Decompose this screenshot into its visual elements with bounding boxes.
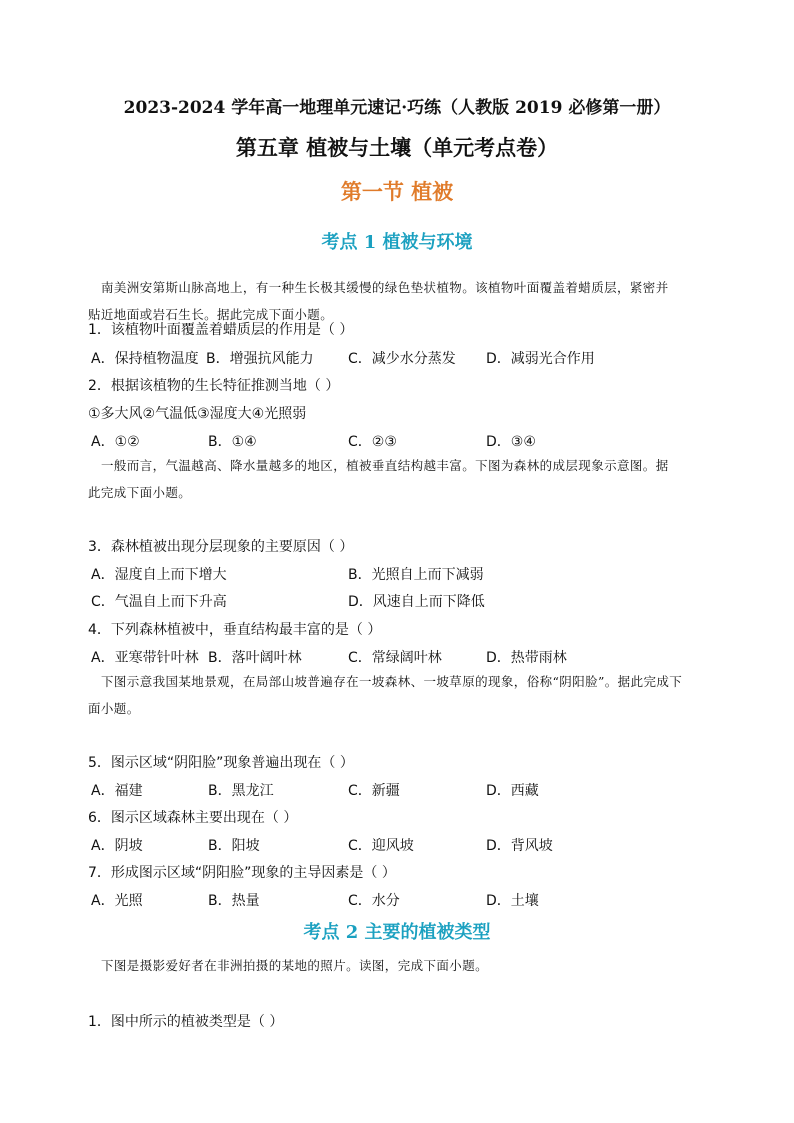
q3-option-c: C．气温自上而下升高 bbox=[91, 594, 227, 610]
q4-option-b: B．落叶阔叶林 bbox=[208, 650, 302, 666]
kd1-intro-line1: 南美洲安第斯山脉高地上，有一种生长极其缓慢的绿色垫状植物。该植物叶面覆盖着蜡质层，紧密并 bbox=[101, 280, 669, 295]
document-header-line2: 第五章 植被与土壤（单元考点卷） bbox=[235, 135, 559, 160]
q2-stem: 2．根据该植物的生长特征推测当地（ ） bbox=[88, 378, 340, 394]
q4-option-c: C．常绿阔叶林 bbox=[348, 650, 442, 666]
q4-option-a: A．亚寒带针叶林 bbox=[91, 650, 199, 666]
q7-option-c: C．水分 bbox=[348, 893, 400, 909]
q6-option-d: D．背风坡 bbox=[486, 838, 553, 854]
q3-option-b: B．光照自上而下减弱 bbox=[348, 567, 484, 583]
kd2-title: 考点 2 主要的植被类型 bbox=[303, 922, 491, 943]
q2-option-d: D．③④ bbox=[486, 434, 536, 450]
q1-option-b: B．增强抗风能力 bbox=[206, 351, 314, 367]
q5-option-d: D．西藏 bbox=[486, 783, 539, 799]
q2-conditions: ①多大风②气温低③湿度大④光照弱 bbox=[88, 406, 307, 422]
kd2-intro: 下图是摄影爱好者在非洲拍摄的某地的照片。读图，完成下面小题。 bbox=[101, 958, 489, 973]
q5-option-a: A．福建 bbox=[91, 783, 143, 799]
section-title: 第一节 植被 bbox=[340, 179, 454, 204]
q2-option-c: C．②③ bbox=[348, 434, 397, 450]
kd1-intro-line2: 贴近地面或岩石生长。据此完成下面小题。 bbox=[88, 307, 334, 322]
q4-option-d: D．热带雨林 bbox=[486, 650, 567, 666]
q1-stem: 1．该植物叶面覆盖着蜡质层的作用是（ ） bbox=[88, 322, 354, 338]
q7-option-b: B．热量 bbox=[208, 893, 260, 909]
q6-option-c: C．迎风坡 bbox=[348, 838, 414, 854]
q2-option-a: A．①② bbox=[91, 434, 140, 450]
q3-option-a: A．湿度自上而下增大 bbox=[91, 567, 227, 583]
q1-option-a: A．保持植物温度 bbox=[91, 351, 199, 367]
kd1-intro3-line2: 面小题。 bbox=[88, 701, 140, 716]
q7-option-a: A．光照 bbox=[91, 893, 143, 909]
q3-option-d: D．风速自上而下降低 bbox=[348, 594, 485, 610]
q3-stem: 3．森林植被出现分层现象的主要原因（ ） bbox=[88, 539, 354, 555]
q5-option-c: C．新疆 bbox=[348, 783, 400, 799]
q1-option-d: D．减弱光合作用 bbox=[486, 351, 595, 367]
q6-option-b: B．阳坡 bbox=[208, 838, 260, 854]
kd1-intro2-line2: 此完成下面小题。 bbox=[88, 485, 192, 500]
q6-option-a: A．阴坡 bbox=[91, 838, 143, 854]
q4-stem: 4．下列森林植被中，垂直结构最丰富的是（ ） bbox=[88, 622, 382, 638]
q1-option-c: C．减少水分蒸发 bbox=[348, 351, 456, 367]
kd1-intro2-line1: 一般而言，气温越高、降水量越多的地区，植被垂直结构越丰富。下图为森林的成层现象示意图。据 bbox=[101, 458, 669, 473]
q5-stem: 5．图示区域“阴阳脸”现象普遍出现在（ ） bbox=[88, 755, 354, 771]
kd1-intro3-line1: 下图示意我国某地景观，在局部山坡普遍存在一坡森林、一坡草原的现象，俗称“阴阳脸”。据此完成下 bbox=[101, 674, 683, 689]
kd1-title: 考点 1 植被与环境 bbox=[321, 232, 473, 253]
q7-stem: 7．形成图示区域“阴阳脸”现象的主导因素是（ ） bbox=[88, 865, 396, 881]
q7-option-d: D．土壤 bbox=[486, 893, 539, 909]
kd2-q1-stem: 1．图中所示的植被类型是（ ） bbox=[88, 1014, 284, 1030]
q2-option-b: B．①④ bbox=[208, 434, 257, 450]
q5-option-b: B．黑龙江 bbox=[208, 783, 274, 799]
q6-stem: 6．图示区域森林主要出现在（ ） bbox=[88, 810, 298, 826]
document-header-line1: 2023-2024 学年高一地理单元速记·巧练（人教版 2019 必修第一册） bbox=[123, 98, 671, 118]
